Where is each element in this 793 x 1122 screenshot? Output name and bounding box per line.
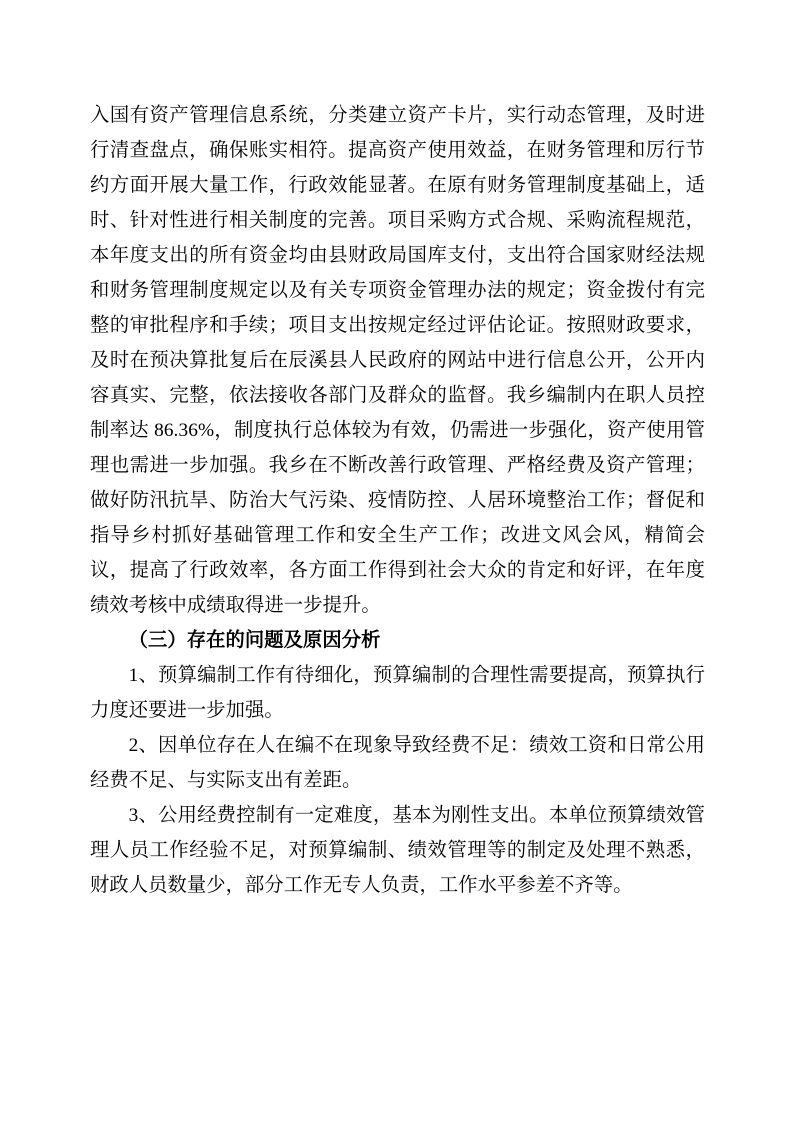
list-item-1: 1、预算编制工作有待细化，预算编制的合理性需要提高，预算执行力度还要进一步加强。 <box>90 665 705 721</box>
section-heading: （三）存在的问题及原因分析 <box>128 630 381 651</box>
list-item-3: 3、公用经费控制有一定难度，基本为刚性支出。本单位预算绩效管理人员工作经验不足，对预算编制、绩效管理等的制定及处理不熟悉，财政人员数量少，部分工作无专人负责，工作水平参差不齐等。 <box>90 805 705 896</box>
continuation-paragraph: 入国有资产管理信息系统，分类建立资产卡片，实行动态管理，及时进行清查盘点，确保账实相符。提高资产使用效益，在财务管理和厉行节约方面开展大量工作，行政效能显著。在原有财务管理制度基础上，适时、针对性进行相关制度的完善。项目采购方式合规、采购流程规范，本年度支出的所有资金均由县财政局国库支付，支出符合国家财经法规和财务管理制度规定以及有关专项资金管理办法的规定；资金拨付有完整的审批程序和手续；项目支出按规定经过评估论证。按照财政要求，及时在预决算批复后在辰溪县人民政府的网站中进行信息公开，公开内容真实、完整，依法接收各部门及群众的监督。我乡编制内在职人员控制率达 86.36%，制度执行总体较为有效，仍需进一步强化，资产使用管理也需进一步加强。我乡在不断改善行政管理、严格经费及资产管理；做好防汛抗旱、防治大气污染、疫情防控、人居环境整治工作；督促和指导乡村抓好基础管理工作和安全生产工作；改进文风会风，精简会议，提高了行政效率，各方面工作得到社会大众的肯定和好评，在年度绩效考核中成绩取得进一步提升。 <box>90 105 705 616</box>
list-item-2: 2、因单位存在人在编不在现象导致经费不足：绩效工资和日常公用经费不足、与实际支出有差距。 <box>90 735 705 791</box>
